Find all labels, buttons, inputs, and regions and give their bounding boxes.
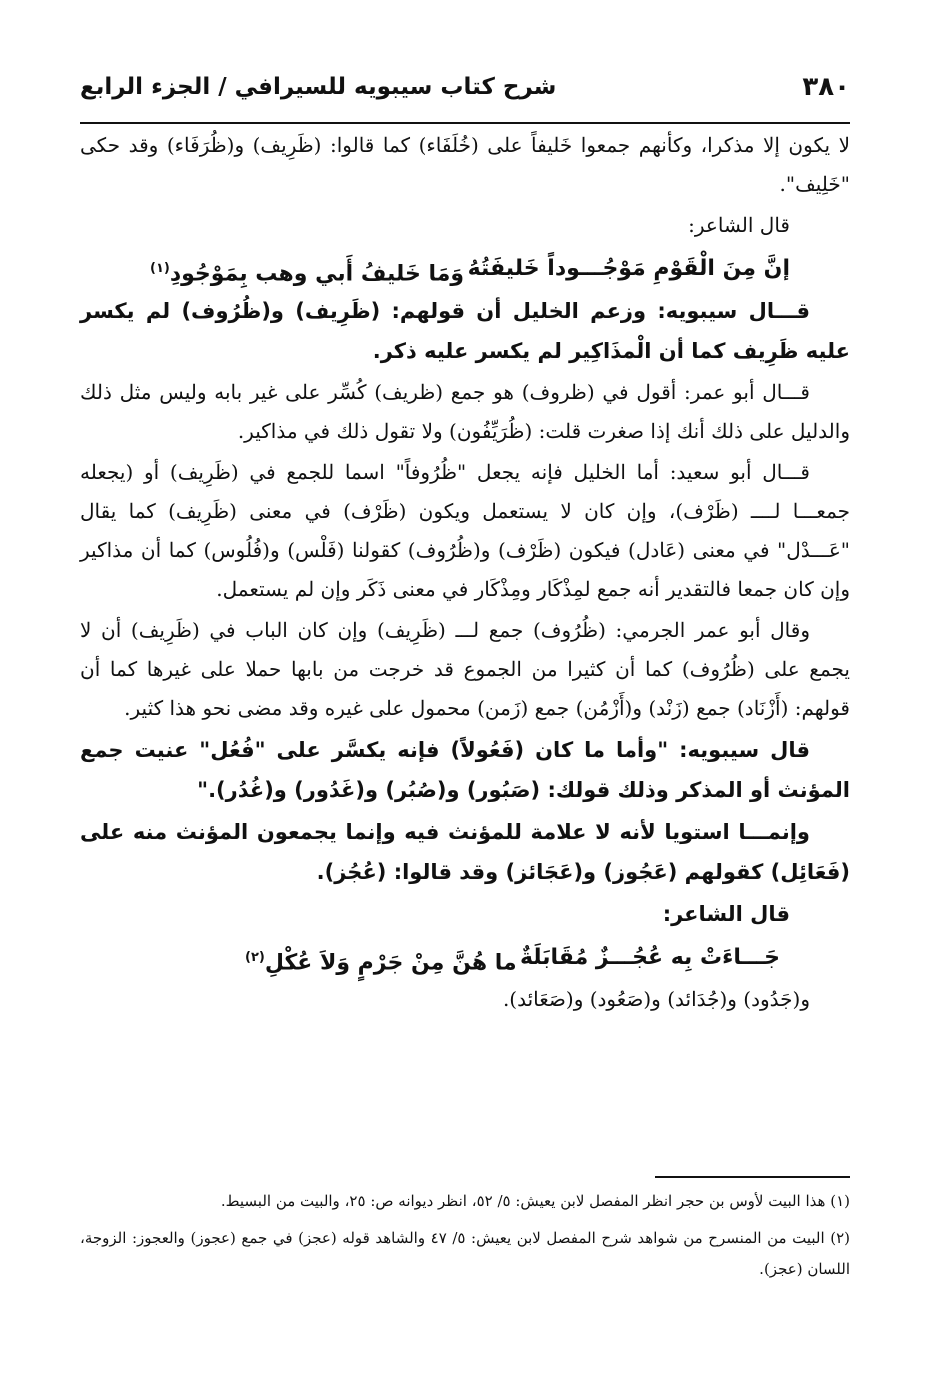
paragraph-8: و(جَدُود) و(جُدَائد) و(صَعُود) و(صَعَائد). [502, 987, 810, 1011]
footnotes [80, 1186, 850, 1291]
verse-2-first-hemistich: جَـــاءَتْ بِه عُجُـــزٌ مُقَابَلَةٌ [519, 945, 780, 970]
footnote-ref-1: (١) [150, 261, 170, 276]
poet-intro-2: قال الشاعر: [662, 902, 790, 926]
paragraph-1: لا يكون إلا مذكرا، وكأنهم جمعوا خَليفاً على (خُلَفَاء) كما قالوا: (ظَرِيف) و(ظُرَفَاء) وقد حكى "خَلِيف". [80, 133, 850, 196]
paragraph-2: قـــال سيبويه: وزعم الخليل أن قولهم: (ظَرِيف) و(ظُرُوف) لم يكسر عليه ظَرِيف كما أن الْمذَاكِير لم يكسر عليه ذكر. [80, 299, 850, 363]
verse-1-second-hemistich [150, 249, 464, 293]
footnote-divider [655, 1176, 850, 1178]
verse-2-second-text: ما هُنَّ مِنْ جَرْمٍ وَلاَ عُكْلِ [264, 950, 517, 976]
page-header [80, 72, 850, 124]
page-number: ٣٨٠ [802, 72, 850, 102]
verse-2-second-hemistich [245, 938, 517, 982]
paragraph-7: وإنمـــا استويا لأنه لا علامة للمؤنث فيه وإنما يجمعون المؤنث منه على (فَعَائِل) كقولهم (عَجُوز) و(عَجَائز) وقد قالوا: (عُجُز). [80, 820, 850, 884]
paragraph-4: قـــال أبو سعيد: أما الخليل فإنه يجعل "ظُرُوفاً" اسما للجمع في (ظَرِيف) أو (يجعله جمعـــا لــــ (ظَرْف)، وإن كان لا يستعمل ويكون (ظَرْف) في معنى (ظَرِيف) كما يقال "عَـــدْل" في معنى (عَادل) فيكون (ظَرْف) و(ظُرُوف) كقولنا (فَلْس) و(فُلُوس) كما أن مذاكير وإن كان جمعا فالتقدير أنه جمع لمِذْكَار ومِذْكَار في معنى ذَكَر وإن لم يستعمل. [80, 460, 850, 601]
poet-intro-1: قال الشاعر: [688, 213, 790, 237]
main-text [80, 126, 850, 1021]
verse-1-first-hemistich: إنَّ مِنَ الْقَوْمِ مَوْجُـــوداً خَليفَتُهُ [467, 256, 790, 281]
paragraph-6: قال سيبويه: "وأما ما كان (فَعُولاً) فإنه يكسَّر على "فُعُل" عنيت جمع المؤنث أو المذكر وذلك قولك: (صَبُور) و(صُبُر) و(غَدُور) و(غُدُر)." [80, 738, 850, 802]
footnote-1: (١) هذا البيت لأوس بن حجر انظر المفصل لابن يعيش: ٥/ ٥٢، انظر ديوانه ص: ٢٥، والبيت من البسيط. [220, 1192, 850, 1210]
verse-2 [80, 934, 850, 980]
paragraph-3: قـــال أبو عمر: أقول في (ظروف) هو جمع (ظريف) كُسِّر على غير بابه وليس مثل ذلك والدليل على ذلك أنك إذا صغرت قلت: (ظُرَيِّفُون) ولا تقول ذلك في مذاكير. [80, 380, 850, 443]
verse-1 [80, 245, 850, 291]
running-title: شرح كتاب سيبويه للسيرافي / الجزء الرابع [80, 74, 557, 100]
footnote-2: (٢) البيت من المنسرح من شواهد شرح المفصل لابن يعيش: ٥/ ٤٧ والشاهد قوله (عجز) في جمع (عجوز) والعجوز: الزوجة، اللسان (عجز). [80, 1229, 850, 1278]
paragraph-5: وقال أبو عمر الجرمي: (ظُرُوف) جمع لـــ (ظَرِيف) وإن كان الباب في (ظَرِيف) أن لا يجمع على (ظُرُوف) كما أن كثيرا من الجموع قد خرجت من بابها حملا على غيرها كما أن قولهم: (أَزْنَاد) جمع (زَنْد) و(أَزْمُن) جمع (زَمن) محمول على غيره وقد مضى نحو هذا كثير. [80, 618, 850, 720]
verse-1-second-text: وَمَا خَليفُ أَبي وهب بِمَوْجُودِ [169, 261, 465, 287]
footnote-ref-2: (٢) [245, 950, 265, 965]
